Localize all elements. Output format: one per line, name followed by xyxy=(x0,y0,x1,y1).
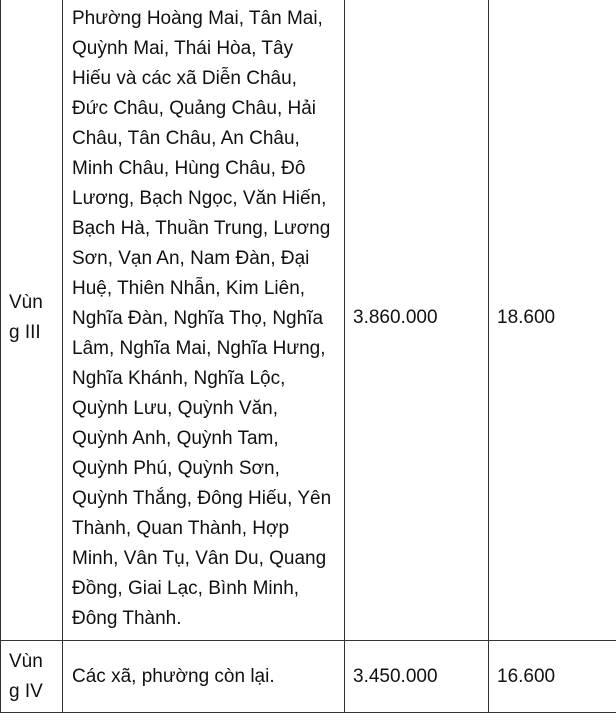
monthly-wage-value: 3.450.000 xyxy=(353,665,438,687)
areas-list: Các xã, phường còn lại. xyxy=(72,665,275,687)
hourly-wage-cell xyxy=(489,641,616,713)
monthly-wage-cell xyxy=(345,641,489,713)
zone-cell xyxy=(1,0,63,641)
areas-list: Phường Hoàng Mai, Tân Mai, Quỳnh Mai, Thái Hòa, Tây Hiếu và các xã Diễn Châu, Đức Châu, Quảng Châu, Hải Châu, Tân Châu, An Châu, Minh Châu, Hùng Châu, Đô Lương, Bạch Ngọc, Văn Hiến, Bạch Hà, Thuần Trung, Lương Sơn, Vạn An, Nam Đàn, Đại Huệ, Thiên Nhẫn, Kim Liên, Nghĩa Đàn, Nghĩa Thọ, Nghĩa Lâm, Nghĩa Mai, Nghĩa Hưng, Nghĩa Khánh, Nghĩa Lộc, Quỳnh Lưu, Quỳnh Văn, Quỳnh Anh, Quỳnh Tam, Quỳnh Phú, Quỳnh Sơn, Quỳnh Thắng, Đông Hiếu, Yên Thành, Quan Thành, Hợp Minh, Vân Tụ, Vân Du, Quang Đồng, Giai Lạc, Bình Minh, Đông Thành. xyxy=(72,8,332,629)
hourly-wage-cell xyxy=(489,0,616,641)
areas-cell xyxy=(63,0,345,641)
monthly-wage-cell xyxy=(345,0,489,641)
table-row-zone-iii xyxy=(1,0,616,641)
zone-label: Vùng III xyxy=(9,291,43,343)
zone-cell xyxy=(1,641,63,713)
monthly-wage-value: 3.860.000 xyxy=(353,306,438,328)
zone-label: Vùng IV xyxy=(9,650,43,702)
hourly-wage-value: 16.600 xyxy=(497,665,556,687)
table-row-zone-iv xyxy=(1,641,616,713)
hourly-wage-value: 18.600 xyxy=(497,306,556,328)
areas-cell xyxy=(63,641,345,713)
